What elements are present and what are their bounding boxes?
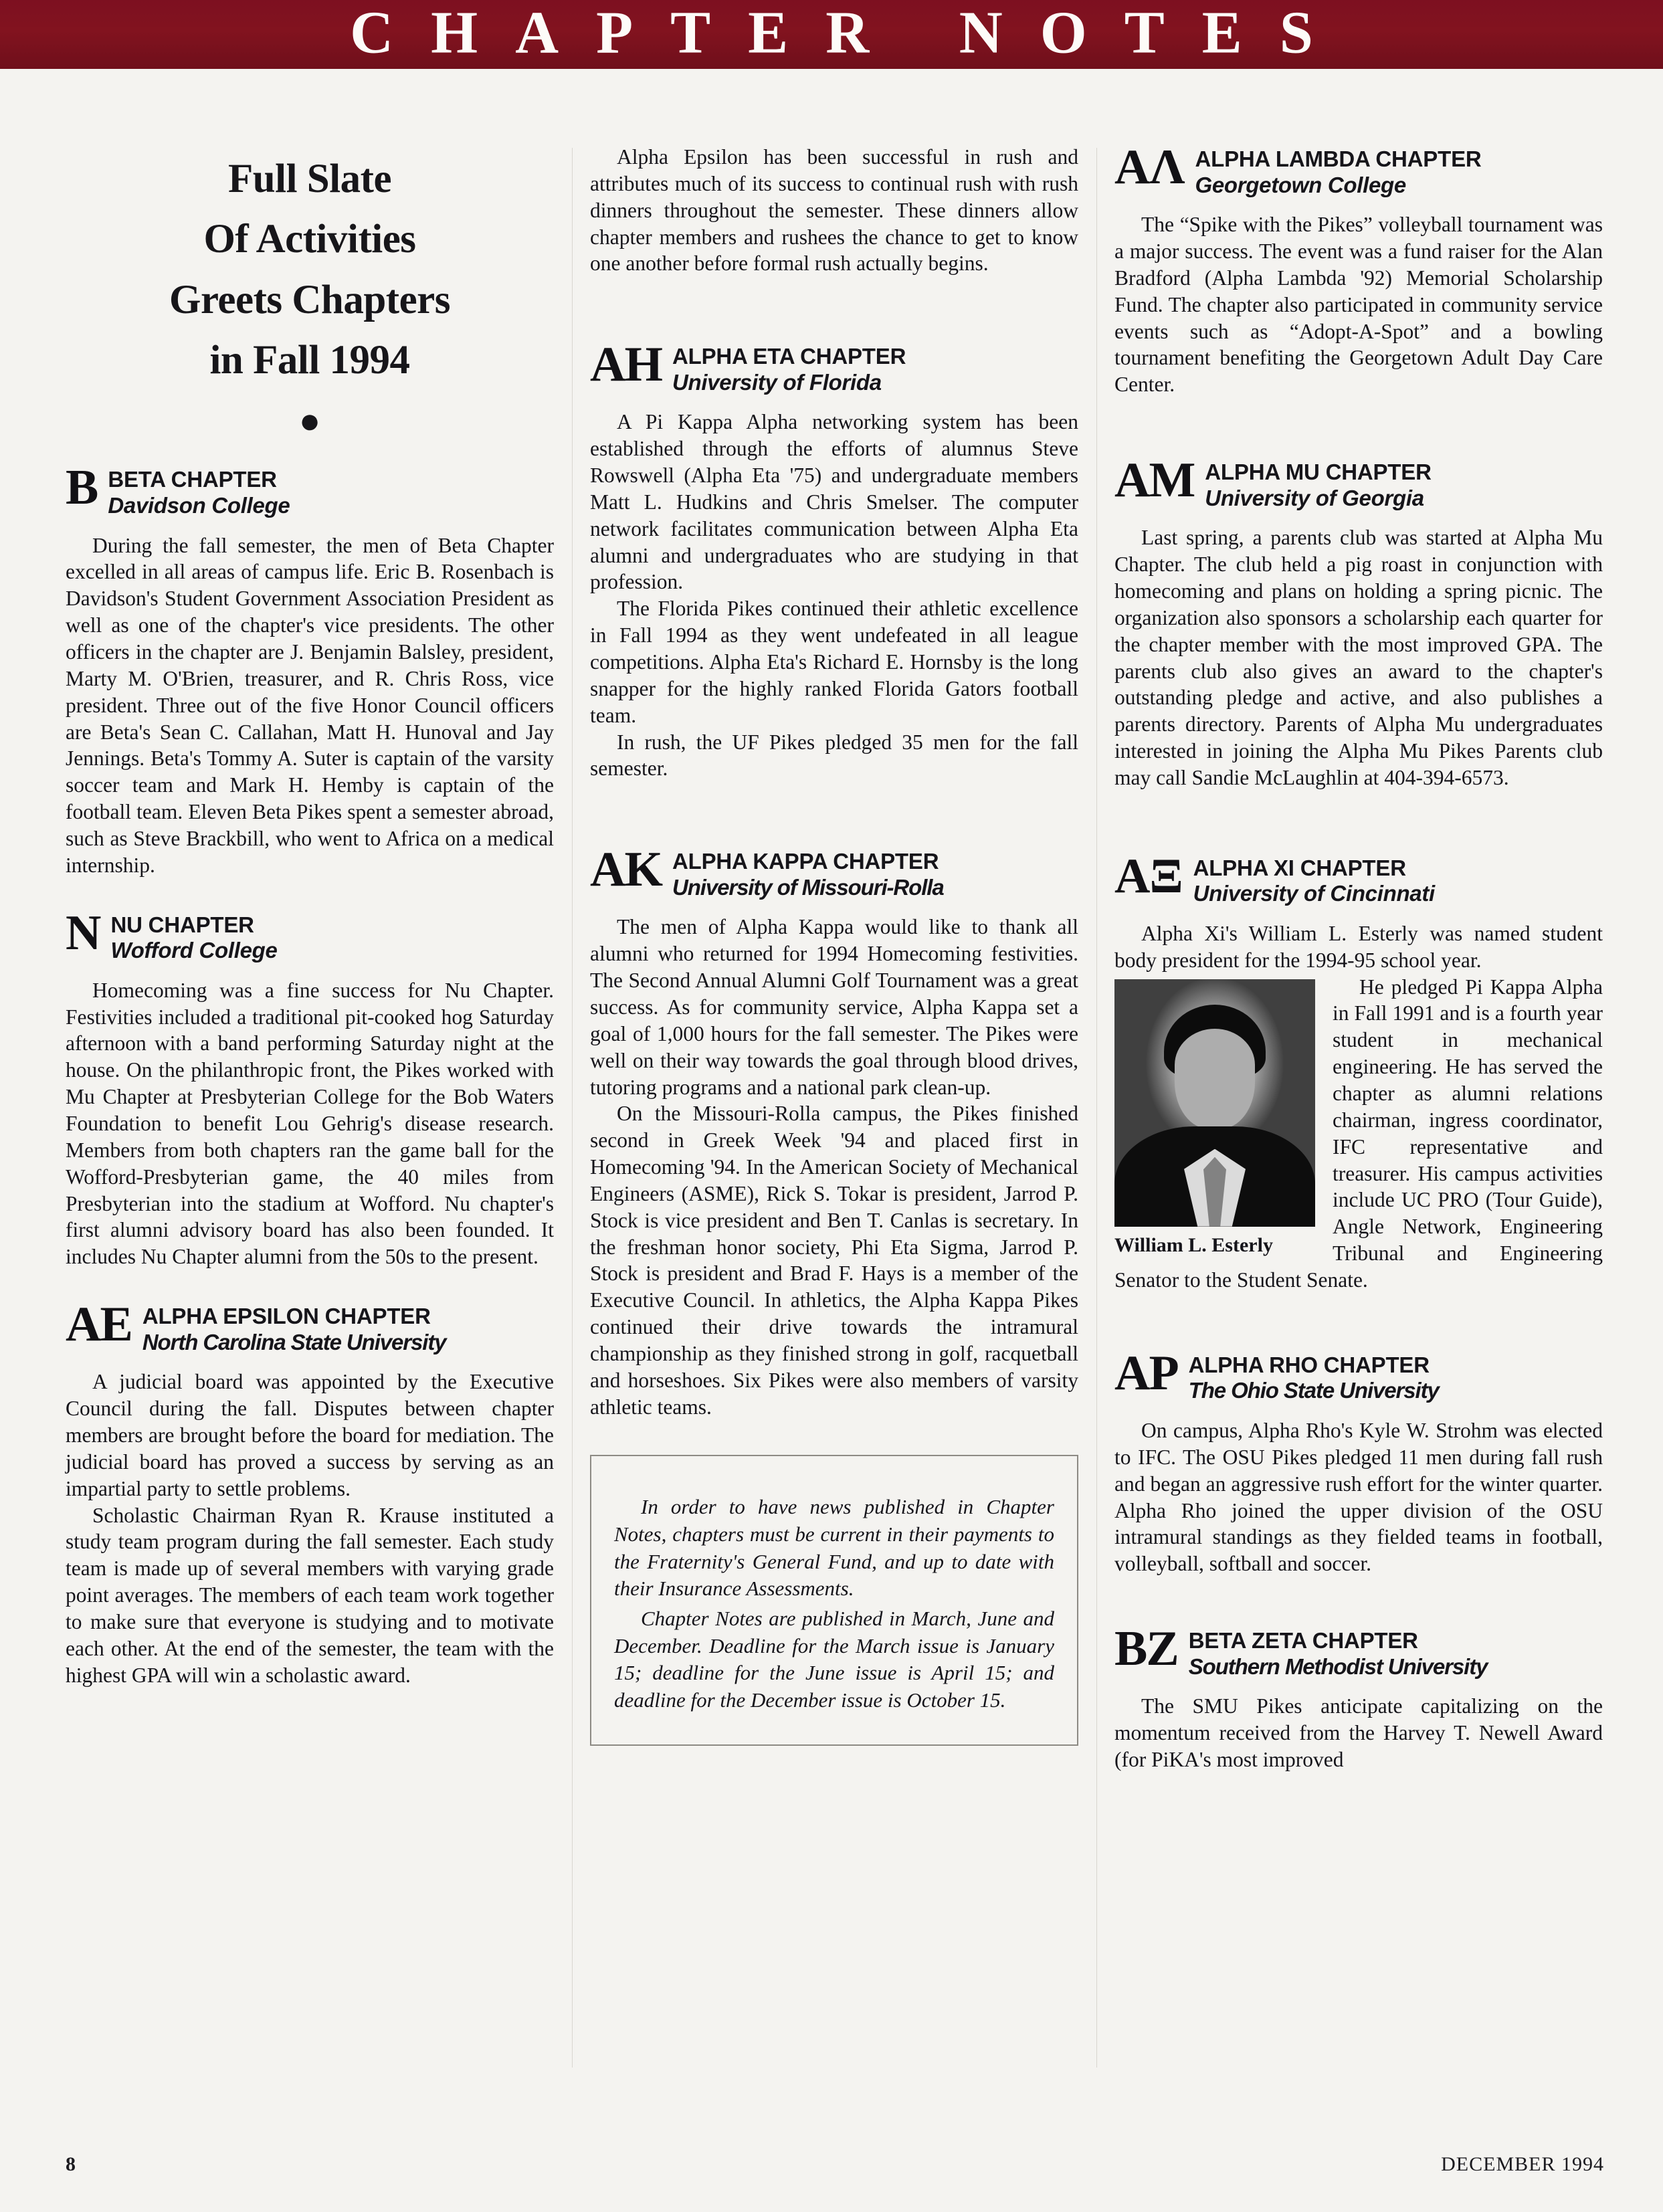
notice-paragraph-1: In order to have news published in Chapter Notes, chapters must be current in their payments to the Fraternity's General Fund, and up to date with their Insurance Assessments.: [614, 1495, 1054, 1601]
column-1: [66, 144, 554, 2104]
greek-letters-alpha-lambda: AΛ: [1114, 140, 1185, 195]
portrait-face-shape: [1175, 1029, 1255, 1129]
greek-letters-alpha-xi: AΞ: [1114, 848, 1183, 904]
headline-line-1: Full Slate: [227, 157, 392, 201]
submission-notice-box: [590, 1455, 1078, 1746]
chapter-name-alpha-eta: ALPHA ETA CHAPTER: [672, 344, 906, 369]
chapter-name-alpha-epsilon: ALPHA EPSILON CHAPTER: [142, 1304, 431, 1329]
chapter-text-alpha-xi-p2: He pledged Pi Kappa Alpha in Fall 1991 and is a fourth year student in mechanical engineering. He has served the chapter as alumni relations chairman, ingress coordinator, IFC representative and treasurer. His campus activities include UC PRO (Tour Guide), Angle Network, Engineering Tribunal and Engineering Senator to the Student Senate.: [1114, 975, 1603, 1292]
chapter-text-beta-p1: During the fall semester, the men of Beta Chapter excelled in all areas of campus life. Eric B. Rosenbach is Davidson's Student Government Association President as well as one of the chapter's vice presidents. The other officers in the chapter are J. Benjamin Balsley, president, Marty M. O'Brien, treasurer, and R. Chris Ross, vice president. Three out of the five Honor Council officers are Beta's Sean C. Callahan, Matt H. Hunoval and Jay Jennings. Beta's Tommy A. Suter is captain of the varsity soccer team and Mark H. Hemby is captain of the football team. Eleven Beta Pikes spent a semester abroad, such as Steve Brackbill, who went to Africa on a medical internship.: [66, 533, 554, 877]
chapter-heading-alpha-epsilon: [66, 1297, 554, 1355]
chapter-name-beta-zeta: BETA ZETA CHAPTER: [1188, 1628, 1418, 1653]
chapter-school-alpha-eta: University of Florida: [672, 369, 882, 395]
page-footer: [66, 2153, 1604, 2180]
chapter-text-alpha-eta-p2: The Florida Pikes continued their athletic excellence in Fall 1994 as they went undefeated in all league competitions. Alpha Eta's Richard E. Hornsby is the long snapper for the highly ranked Florida Gators football team.: [590, 597, 1078, 727]
headline-line-2: Of Activities: [203, 217, 416, 262]
chapter-text-nu-p1: Homecoming was a fine success for Nu Chapter. Festivities included a traditional pit-cooked hog Saturday afternoon with a band performing Saturday night at the house. On the philanthropic front, the Pikes worked with Mu Chapter at Presbyterian College for the Bob Waters Foundation to benefit Lou Gehrig's disease research. Members from both chapters ran the game ball for the Wofford-Presbyterian game, the 40 miles from Presbyterian into the stadium at Wofford. Nu chapter's first alumni advisory board has also been founded. It includes Nu Chapter alumni from the 50s to the present.: [66, 978, 554, 1269]
chapter-heading-beta: [66, 460, 554, 518]
chapter-heading-alpha-rho: [1114, 1345, 1603, 1404]
chapter-text-alpha-eta-p3: In rush, the UF Pikes pledged 35 men for the fall semester.: [590, 730, 1078, 781]
greek-letters-nu: N: [66, 905, 100, 961]
page-number: 8: [66, 2153, 76, 2175]
chapter-name-alpha-lambda: ALPHA LAMBDA CHAPTER: [1195, 146, 1482, 171]
chapter-name-nu: NU CHAPTER: [110, 912, 254, 937]
chapter-text-alpha-kappa-p1: The men of Alpha Kappa would like to thank all alumni who returned for 1994 Homecoming festivities. The Second Annual Alumni Golf Tournament was a great success. As for community service, Alpha Kappa set a goal of 1,000 hours for the fall semester. The Pikes were well on their way towards the goal through blood drives, tutoring programs and a national park clean-up.: [590, 915, 1078, 1099]
greek-letters-alpha-kappa: AK: [590, 842, 662, 898]
greek-letters-alpha-eta: AH: [590, 337, 662, 393]
chapter-text-alpha-xi-p1: Alpha Xi's William L. Esterly was named student body president for the 1994-95 school year.: [1114, 921, 1603, 972]
chapter-school-alpha-lambda: Georgetown College: [1195, 172, 1406, 197]
greek-letters-alpha-epsilon: AE: [66, 1297, 132, 1352]
chapter-heading-alpha-mu: [1114, 453, 1603, 511]
chapter-heading-nu: [66, 905, 554, 964]
chapter-name-alpha-xi: ALPHA XI CHAPTER: [1193, 855, 1406, 880]
chapter-school-beta: Davidson College: [108, 493, 290, 518]
chapter-text-alpha-lambda-p1: The “Spike with the Pikes” volleyball tournament was a major success. The event was a fund raiser for the Alan Bradford (Alpha Lambda '92) Memorial Scholarship Fund. The chapter also participated in community service events such as “Adopt-A-Spot” and a bowling tournament benefiting the Georgetown Adult Day Care Center.: [1114, 213, 1603, 397]
chapter-school-alpha-kappa: University of Missouri-Rolla: [672, 874, 944, 900]
notice-paragraph-2: Chapter Notes are published in March, June and December. Deadline for the March issue is January 15; deadline for the June issue is April 15; and deadline for the December issue is October 15.: [614, 1606, 1054, 1712]
greek-letters-beta-zeta: BZ: [1114, 1621, 1178, 1677]
greek-letters-alpha-mu: AM: [1114, 453, 1195, 508]
chapter-text-alpha-epsilon-p1: A judicial board was appointed by the Executive Council during the fall. Disputes between chapter members are brought before the board for mediation. The judicial board has proved a success by serving as an impartial party to settle problems.: [66, 1370, 554, 1500]
member-photo-block: [1114, 979, 1315, 1258]
chapter-school-alpha-rho: The Ohio State University: [1188, 1378, 1439, 1403]
column-3: [1114, 140, 1603, 2104]
masthead-title: CHAPTER NOTES: [350, 0, 1351, 66]
chapter-text-beta-zeta-p1: The SMU Pikes anticipate capitalizing on the momentum received from the Harvey T. Newell Award (for PiKA's most improved: [1114, 1694, 1603, 1771]
greek-letters-alpha-rho: AP: [1114, 1345, 1178, 1401]
chapter-heading-alpha-eta: [590, 337, 1078, 395]
chapter-heading-beta-zeta: [1114, 1621, 1603, 1680]
chapter-school-nu: Wofford College: [110, 938, 278, 963]
headline-line-3: Greets Chapters: [169, 277, 450, 322]
issue-date: DECEMBER 1994: [1441, 2153, 1604, 2175]
chapter-name-alpha-mu: ALPHA MU CHAPTER: [1205, 460, 1432, 485]
column-2: [590, 144, 1078, 2104]
greek-letters-beta: B: [66, 460, 98, 516]
masthead-banner: [0, 0, 1663, 69]
chapter-school-beta-zeta: Southern Methodist University: [1188, 1653, 1488, 1679]
chapter-text-alpha-eta-p1: A Pi Kappa Alpha networking system has been established through the efforts of alumnus Steve Rowswell (Alpha Eta '75) and undergraduate members Matt L. Hudkins and Chris Smelser. The computer network facilitates communication between Alpha Eta alumni and undergraduates who are studying in that profession.: [590, 410, 1078, 594]
chapter-name-alpha-kappa: ALPHA KAPPA CHAPTER: [672, 849, 939, 874]
chapter-text-alpha-epsilon-p2: Scholastic Chairman Ryan R. Krause instituted a study team program during the fall semester. Each study team is made up of several members with varying grade point averages. The members of each team work together to make sure that everyone is studying and to motivate each other. At the end of the semester, the team with the highest GPA will win a scholastic award.: [66, 1503, 554, 1687]
chapter-heading-alpha-lambda: [1114, 140, 1603, 198]
chapter-text-alpha-epsilon-p3: Alpha Epsilon has been successful in rush and attributes much of its success to continual rush with rush dinners throughout the semester. These dinners allow chapter members and rushees the chance to get to know one another before formal rush actually begins.: [590, 145, 1078, 276]
chapter-text-alpha-kappa-p2: On the Missouri-Rolla campus, the Pikes finished second in Greek Week '94 and placed first in Homecoming '94. In the American Society of Mechanical Engineers (ASME), Rick S. Tokar is president, Jarrod P. Stock is vice president and Ben T. Canlas is secretary. In the freshman honor society, Phi Eta Sigma, Jarrod P. Stock is president and Brad F. Hays is a member of the Executive Council. In athletics, the Alpha Kappa Pikes continued their drive towards the intramural championship as they finished strong in golf, racquetball and horseshoes. Six Pikes were also members of varsity athletic teams.: [590, 1102, 1078, 1419]
headline-line-4: in Fall 1994: [209, 338, 410, 383]
chapter-text-alpha-mu-p1: Last spring, a parents club was started at Alpha Mu Chapter. The club held a pig roast in conjunction with homecoming and plans on holding a spring picnic. The organization also sponsors a scholarship each quarter for the chapter member with the most improved GPA. The parents club also gives an award to the chapter's outstanding pledge and active, and also publishes a parents directory. Parents of Alpha Mu undergraduates interested in joining the Alpha Mu Pikes Parents club may call Sandie McLaughlin at 404-394-6573.: [1114, 526, 1603, 789]
chapter-school-alpha-epsilon: North Carolina State University: [142, 1329, 446, 1354]
chapter-heading-alpha-xi: [1114, 848, 1603, 907]
chapter-name-beta: BETA CHAPTER: [108, 467, 277, 492]
chapter-heading-alpha-kappa: [590, 842, 1078, 900]
member-portrait-photo: [1114, 979, 1315, 1227]
page-headline: [66, 155, 554, 441]
chapter-school-alpha-xi: University of Cincinnati: [1193, 881, 1435, 906]
chapter-text-alpha-rho-p1: On campus, Alpha Rho's Kyle W. Strohm was elected to IFC. The OSU Pikes pledged 11 men during fall rush and began an aggressive rush effort for the winter quarter. Alpha Rho joined the upper division of the OSU intramural standings as they fielded teams in football, volleyball, softball and soccer.: [1114, 1418, 1603, 1576]
headline-bullet-ornament: ●: [298, 400, 321, 441]
chapter-school-alpha-mu: University of Georgia: [1205, 485, 1424, 510]
article-columns: [66, 140, 1604, 2104]
photo-caption: William L. Esterly: [1114, 1233, 1273, 1256]
chapter-name-alpha-rho: ALPHA RHO CHAPTER: [1188, 1352, 1430, 1377]
page-body: [0, 69, 1663, 2212]
